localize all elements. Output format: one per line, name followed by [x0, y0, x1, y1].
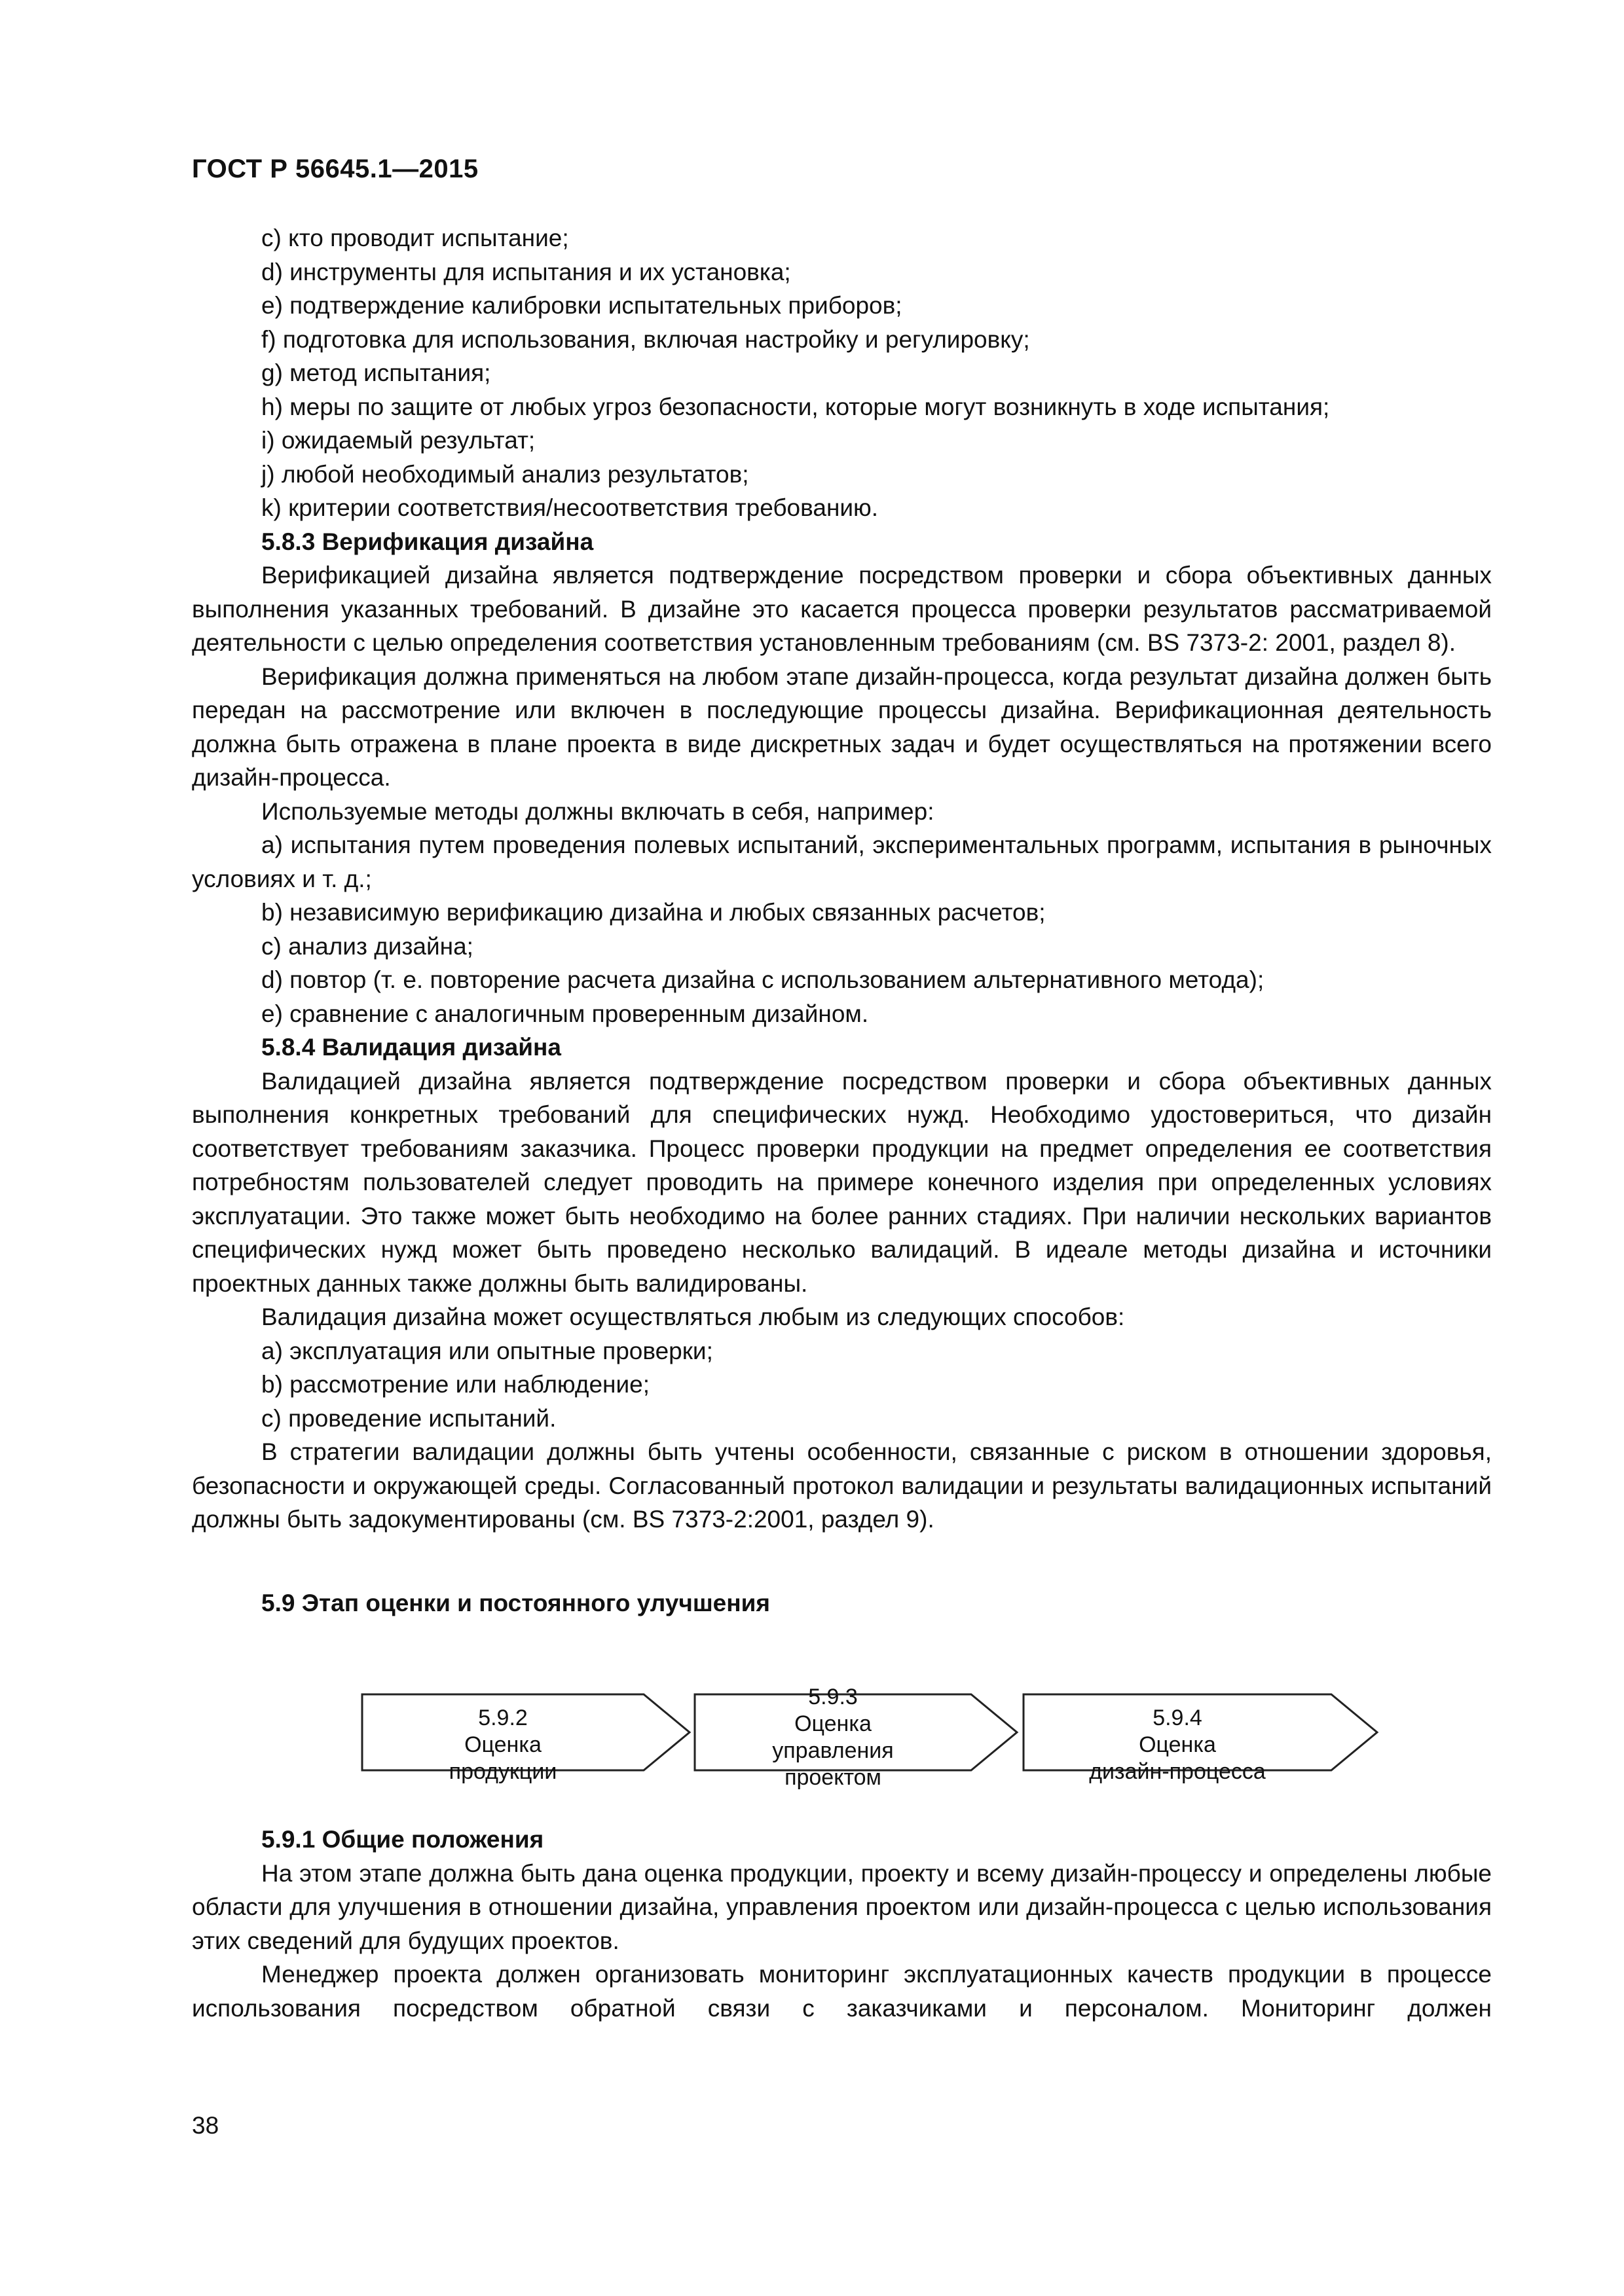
section-heading-5-8-4: 5.8.4 Валидация дизайна	[261, 1034, 561, 1061]
paragraph: Менеджер проекта должен организовать мониторинг эксплуатационных качеств продукции в процессе использования посредством обратной связи с заказчиками и персоналом. Мониторинг должен	[192, 1961, 1492, 2022]
paragraph: В стратегии валидации должны быть учтены особенности, связанные с риском в отношении здоровья, безопасности и окружающей среды. Согласованный протокол валидации и результаты валидационных испытаний должны быть задокументированы (см. BS 7373-2:2001, раздел 9).	[192, 1438, 1492, 1533]
list-item: i) ожидаемый результат;	[261, 427, 536, 454]
list-item: b) рассмотрение или наблюдение;	[261, 1371, 650, 1398]
list-item: j) любой необходимый анализ результатов;	[261, 460, 749, 488]
section-heading-5-9-1: 5.9.1 Общие положения	[261, 1826, 544, 1853]
paragraph: Верификация должна применяться на любом этапе дизайн-процесса, когда результат дизайна должен быть передан на рассмотрение или включен в последующие процессы дизайна. Верификационная деятельность должна быть отражена в плане проекта в виде дискретных задач и будет осуществляться на протяжении всего дизайн-процесса.	[192, 663, 1492, 791]
box-line: дизайн-процесса	[1089, 1759, 1266, 1784]
box-number: 5.9.2	[478, 1705, 528, 1730]
list-item: h) меры по защите от любых угроз безопасности, которые могут возникнуть в ходе испытания;	[261, 393, 1330, 420]
list-item: f) подготовка для использования, включая настройку и регулировку;	[261, 325, 1030, 353]
list-item: c) кто проводит испытание;	[261, 225, 569, 251]
diagram-box-label	[1024, 1705, 1331, 1785]
page-body	[192, 221, 1492, 2025]
box-number: 5.9.4	[1153, 1705, 1202, 1730]
list-item: c) проведение испытаний.	[261, 1404, 557, 1432]
list-item: g) метод испытания;	[261, 359, 491, 386]
section-heading-5-9: 5.9 Этап оценки и постоянного улучшения	[261, 1589, 770, 1616]
list-item: b) независимую верификацию дизайна и любых связанных расчетов;	[261, 899, 1046, 926]
box-line: Оценка	[794, 1711, 872, 1736]
box-line: проектом	[784, 1765, 881, 1790]
list-item: k) критерии соответствия/несоответствия требованию.	[261, 494, 879, 521]
section-heading-5-8-3: 5.8.3 Верификация дизайна	[261, 528, 594, 555]
paragraph: Используемые методы должны включать в себя, например:	[261, 797, 934, 825]
list-item: d) инструменты для испытания и их установка;	[261, 258, 791, 285]
list-item: e) сравнение с аналогичным проверенным дизайном.	[261, 1000, 869, 1027]
diagram-box-label	[362, 1705, 644, 1785]
paragraph: На этом этапе должна быть дана оценка продукции, проекту и всему дизайн-процессу и определены любые области для улучшения в отношении дизайна, управления проектом или дизайн-процесса с целью использования этих сведений для будущих проектов.	[192, 1859, 1492, 1954]
box-line: продукции	[449, 1759, 557, 1784]
page-number: 38	[192, 2112, 219, 2139]
list-item: d) повтор (т. е. повторение расчета дизайна с использованием альтернативного метода);	[261, 966, 1264, 993]
standard-header: ГОСТ Р 56645.1—2015	[192, 155, 479, 183]
paragraph: Верификацией дизайна является подтверждение посредством проверки и сбора объективных данных выполнения указанных требований. В дизайне это касается процесса проверки результатов рассматриваемой деятельности с целью определения соответствия установленным требованиям (см. BS 7373-2: 2001, раздел 8).	[192, 562, 1492, 656]
diagram-box-label	[695, 1684, 971, 1791]
list-item: a) эксплуатация или опытные проверки;	[261, 1337, 713, 1364]
list-item: a) испытания путем проведения полевых испытаний, экспериментальных программ, испытания в рыночных условиях и т. д.;	[192, 831, 1492, 892]
box-line: Оценка	[1139, 1732, 1216, 1757]
paragraph: Валидацией дизайна является подтверждение посредством проверки и сбора объективных данных выполнения конкретных требований для специфических нужд. Необходимо удостовериться, что дизайн соответствует требованиям заказчика. Процесс проверки продукции на предмет определения ее соответствия потребностям пользователей следует проводить на примере конечного изделия при определенных условиях эксплуатации. Это также может быть необходимо на более ранних стадиях. При наличии нескольких вариантов специфических нужд может быть проведено несколько валидаций. В идеале методы дизайна и источники проектных данных также должны быть валидированы.	[192, 1067, 1492, 1297]
box-line: Оценка	[464, 1732, 542, 1757]
paragraph: Валидация дизайна может осуществляться любым из следующих способов:	[261, 1303, 1125, 1330]
process-diagram	[192, 1620, 1492, 1823]
list-item: c) анализ дизайна;	[261, 932, 473, 960]
list-item: e) подтверждение калибровки испытательных приборов;	[261, 292, 902, 319]
box-number: 5.9.3	[808, 1685, 858, 1709]
box-line: управления	[772, 1738, 894, 1763]
